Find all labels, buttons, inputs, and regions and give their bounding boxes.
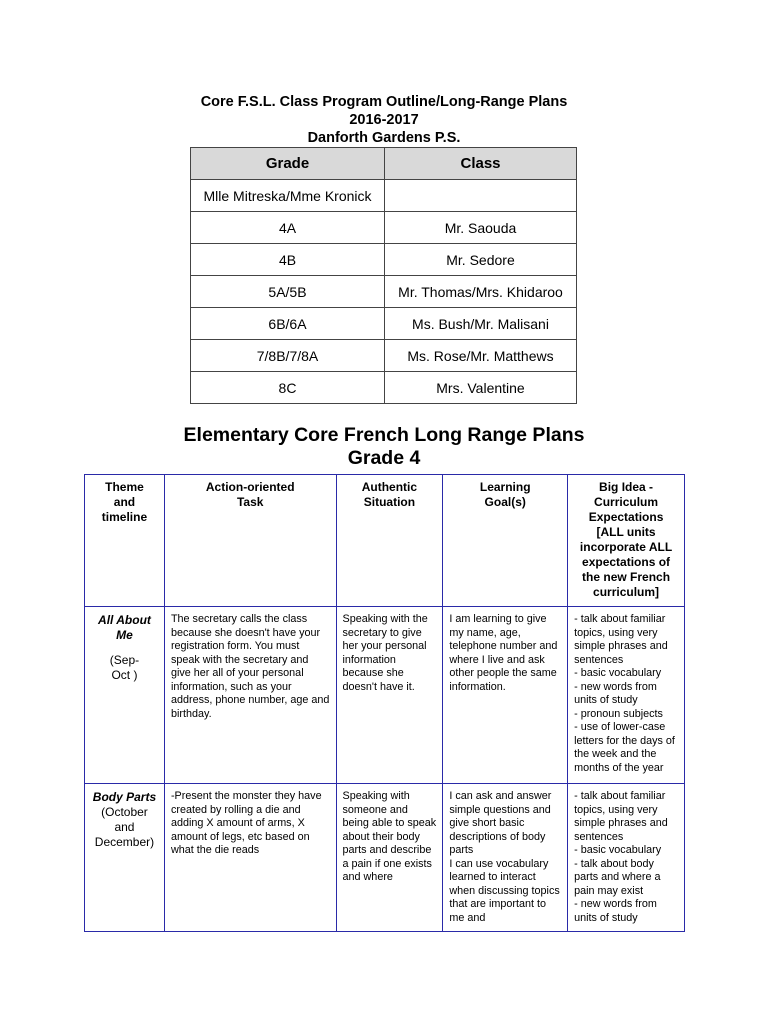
theme-name: All About Me (98, 613, 151, 642)
big-idea-cell: - talk about familiar topics, using very simple phrases and sentences - basic vocabulary - talk about body parts and where a pain may exist - new words from units of study (568, 784, 685, 932)
theme-timeline: (Sep- Oct ) (109, 653, 140, 682)
theme-timeline: (October and December) (94, 805, 155, 849)
document-header (0, 93, 768, 147)
task-cell: The secretary calls the class because she doesn't have your registration form. You must speak with the secretary and give her all of your personal information, such as your address, phone number, age and birthday. (164, 607, 336, 784)
class-cell: Mr. Saouda (385, 212, 577, 244)
column-header-grade: Grade (191, 148, 385, 180)
goals-cell: I am learning to give my name, age, telephone number and where I live and ask other people the same information. (443, 607, 568, 784)
goals-cell: I can ask and answer simple questions and give short basic descriptions of body parts I can use vocabulary learned to interact when discussing topics that are important to me and (443, 784, 568, 932)
task-cell: -Present the monster they have created by rolling a die and adding X amount of arms, X amount of legs, etc based on what the die reads (164, 784, 336, 932)
grade-cell: 8C (191, 372, 385, 404)
plans-table (84, 474, 685, 932)
grade-cell: Mlle Mitreska/Mme Kronick (191, 180, 385, 212)
grade-cell: 5A/5B (191, 276, 385, 308)
table-row (191, 372, 577, 404)
big-idea-cell: - talk about familiar topics, using very simple phrases and sentences - basic vocabulary - new words from units of study - pronoun subjects - use of lower-case letters for the days of the week and the months of the year (568, 607, 685, 784)
table-row (191, 244, 577, 276)
class-cell: Mrs. Valentine (385, 372, 577, 404)
theme-name: Body Parts (92, 790, 157, 804)
column-header-theme: Theme and timeline (85, 475, 165, 607)
table-row (191, 180, 577, 212)
header-title: Core F.S.L. Class Program Outline/Long-Range Plans (200, 94, 568, 110)
class-table-header-row (191, 148, 577, 180)
theme-cell (85, 784, 165, 932)
grade-cell: 7/8B/7/8A (191, 340, 385, 372)
table-row (191, 276, 577, 308)
column-header-goals: Learning Goal(s) (443, 475, 568, 607)
class-cell: Mr. Thomas/Mrs. Khidaroo (385, 276, 577, 308)
situation-cell: Speaking with someone and being able to speak about their body parts and describe a pain if one exists and where (336, 784, 443, 932)
class-cell: Mr. Sedore (385, 244, 577, 276)
class-cell: Ms. Bush/Mr. Malisani (385, 308, 577, 340)
class-cell (385, 180, 577, 212)
grade-cell: 6B/6A (191, 308, 385, 340)
table-row (191, 340, 577, 372)
plans-title-main: Elementary Core French Long Range Plans (183, 424, 585, 446)
header-school: Danforth Gardens P.S. (307, 130, 461, 146)
header-year: 2016-2017 (349, 112, 419, 128)
grade-cell: 4B (191, 244, 385, 276)
column-header-situation: Authentic Situation (336, 475, 443, 607)
table-row (85, 607, 685, 784)
situation-cell: Speaking with the secretary to give her your personal information because she doesn't have it. (336, 607, 443, 784)
column-header-class: Class (385, 148, 577, 180)
plans-title-grade: Grade 4 (347, 447, 421, 469)
class-table (190, 147, 577, 404)
theme-cell (85, 607, 165, 784)
column-header-big-idea: Big Idea - Curriculum Expectations [ALL units incorporate ALL expectations of the new French curriculum] (568, 475, 685, 607)
table-row (191, 308, 577, 340)
table-row (85, 784, 685, 932)
plans-header-row (85, 475, 685, 607)
grade-cell: 4A (191, 212, 385, 244)
class-cell: Ms. Rose/Mr. Matthews (385, 340, 577, 372)
column-header-task: Action-oriented Task (164, 475, 336, 607)
plans-title (0, 424, 768, 470)
table-row (191, 212, 577, 244)
